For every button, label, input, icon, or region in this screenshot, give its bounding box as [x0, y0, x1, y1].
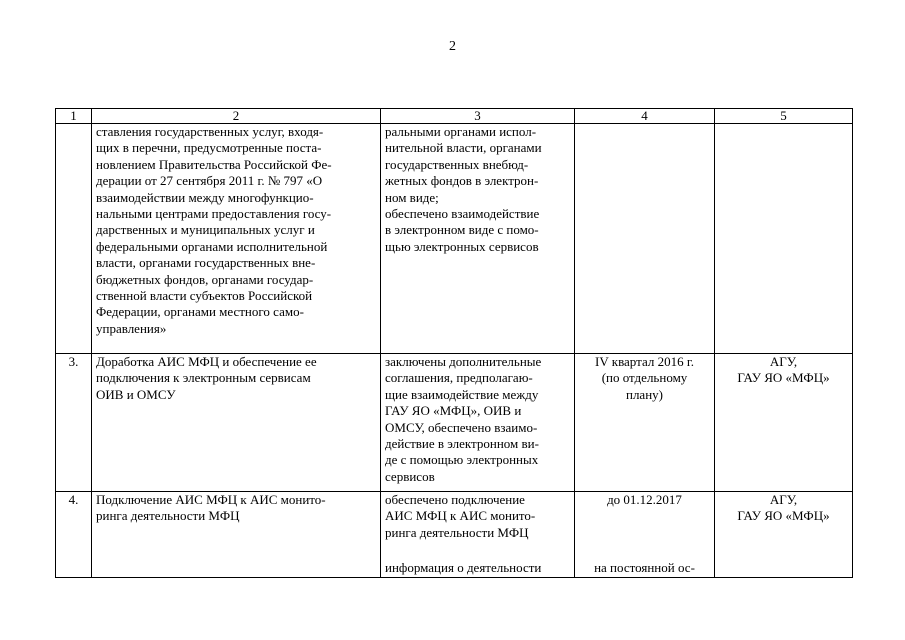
- result-cell: ральными органами испол- нительной власти, органами государственных внебюд- жетных фондов в электрон- ном виде; обеспечено взаимодействие в электронном виде с помо- щью электронных сервисов: [381, 124, 575, 354]
- row-number: 4.: [56, 492, 92, 578]
- table-header-row: [56, 109, 853, 124]
- executor-cell: АГУ, ГАУ ЯО «МФЦ»: [715, 354, 853, 492]
- table-row: [56, 354, 853, 492]
- term-cell: IV квартал 2016 г. (по отдельному плану): [575, 354, 715, 492]
- plan-table: [55, 108, 853, 578]
- task-cell: ставления государственных услуг, входя- щих в перечни, предусмотренные поста- новлением Правительства Российской Фе- дерации от 27 сентября 2011 г. № 797 «О взаимодействии между многофункцио- нальными центрами предоставления госу- дарственных и муниципальных услуг и федеральными органами исполнительной власти, органами государственных вне- бюджетных фондов, органами государ- ственной власти субъектов Российской Федерации, органами местного само- управления»: [92, 124, 381, 354]
- result-text-1: обеспечено подключение АИС МФЦ к АИС монито- ринга деятельности МФЦ: [385, 492, 536, 540]
- term-text-2: на постоянной ос-: [594, 560, 695, 576]
- header-cell-4: 4: [575, 109, 715, 124]
- row-number: [56, 124, 92, 354]
- term-cell: [575, 124, 715, 354]
- row-number: 3.: [56, 354, 92, 492]
- header-cell-5: 5: [715, 109, 853, 124]
- task-cell: Доработка АИС МФЦ и обеспечение ее подключения к электронным сервисам ОИВ и ОМСУ: [92, 354, 381, 492]
- table-row: [56, 124, 853, 354]
- executor-cell: АГУ, ГАУ ЯО «МФЦ»: [715, 492, 853, 578]
- table-row: [56, 492, 853, 578]
- result-cell: [381, 492, 575, 578]
- header-cell-1: 1: [56, 109, 92, 124]
- result-cell: заключены дополнительные соглашения, предполагаю- щие взаимодействие между ГАУ ЯО «МФЦ», ОИВ и ОМСУ, обеспечено взаимо- действие в электронном ви- де с помощью электронных сервисов: [381, 354, 575, 492]
- executor-cell: [715, 124, 853, 354]
- term-cell: [575, 492, 715, 578]
- result-text-2: информация о деятельности: [385, 560, 542, 576]
- header-cell-2: 2: [92, 109, 381, 124]
- task-cell: Подключение АИС МФЦ к АИС монито- ринга деятельности МФЦ: [92, 492, 381, 578]
- term-text-1: до 01.12.2017: [607, 492, 682, 507]
- page-number: 2: [449, 39, 456, 54]
- header-cell-3: 3: [381, 109, 575, 124]
